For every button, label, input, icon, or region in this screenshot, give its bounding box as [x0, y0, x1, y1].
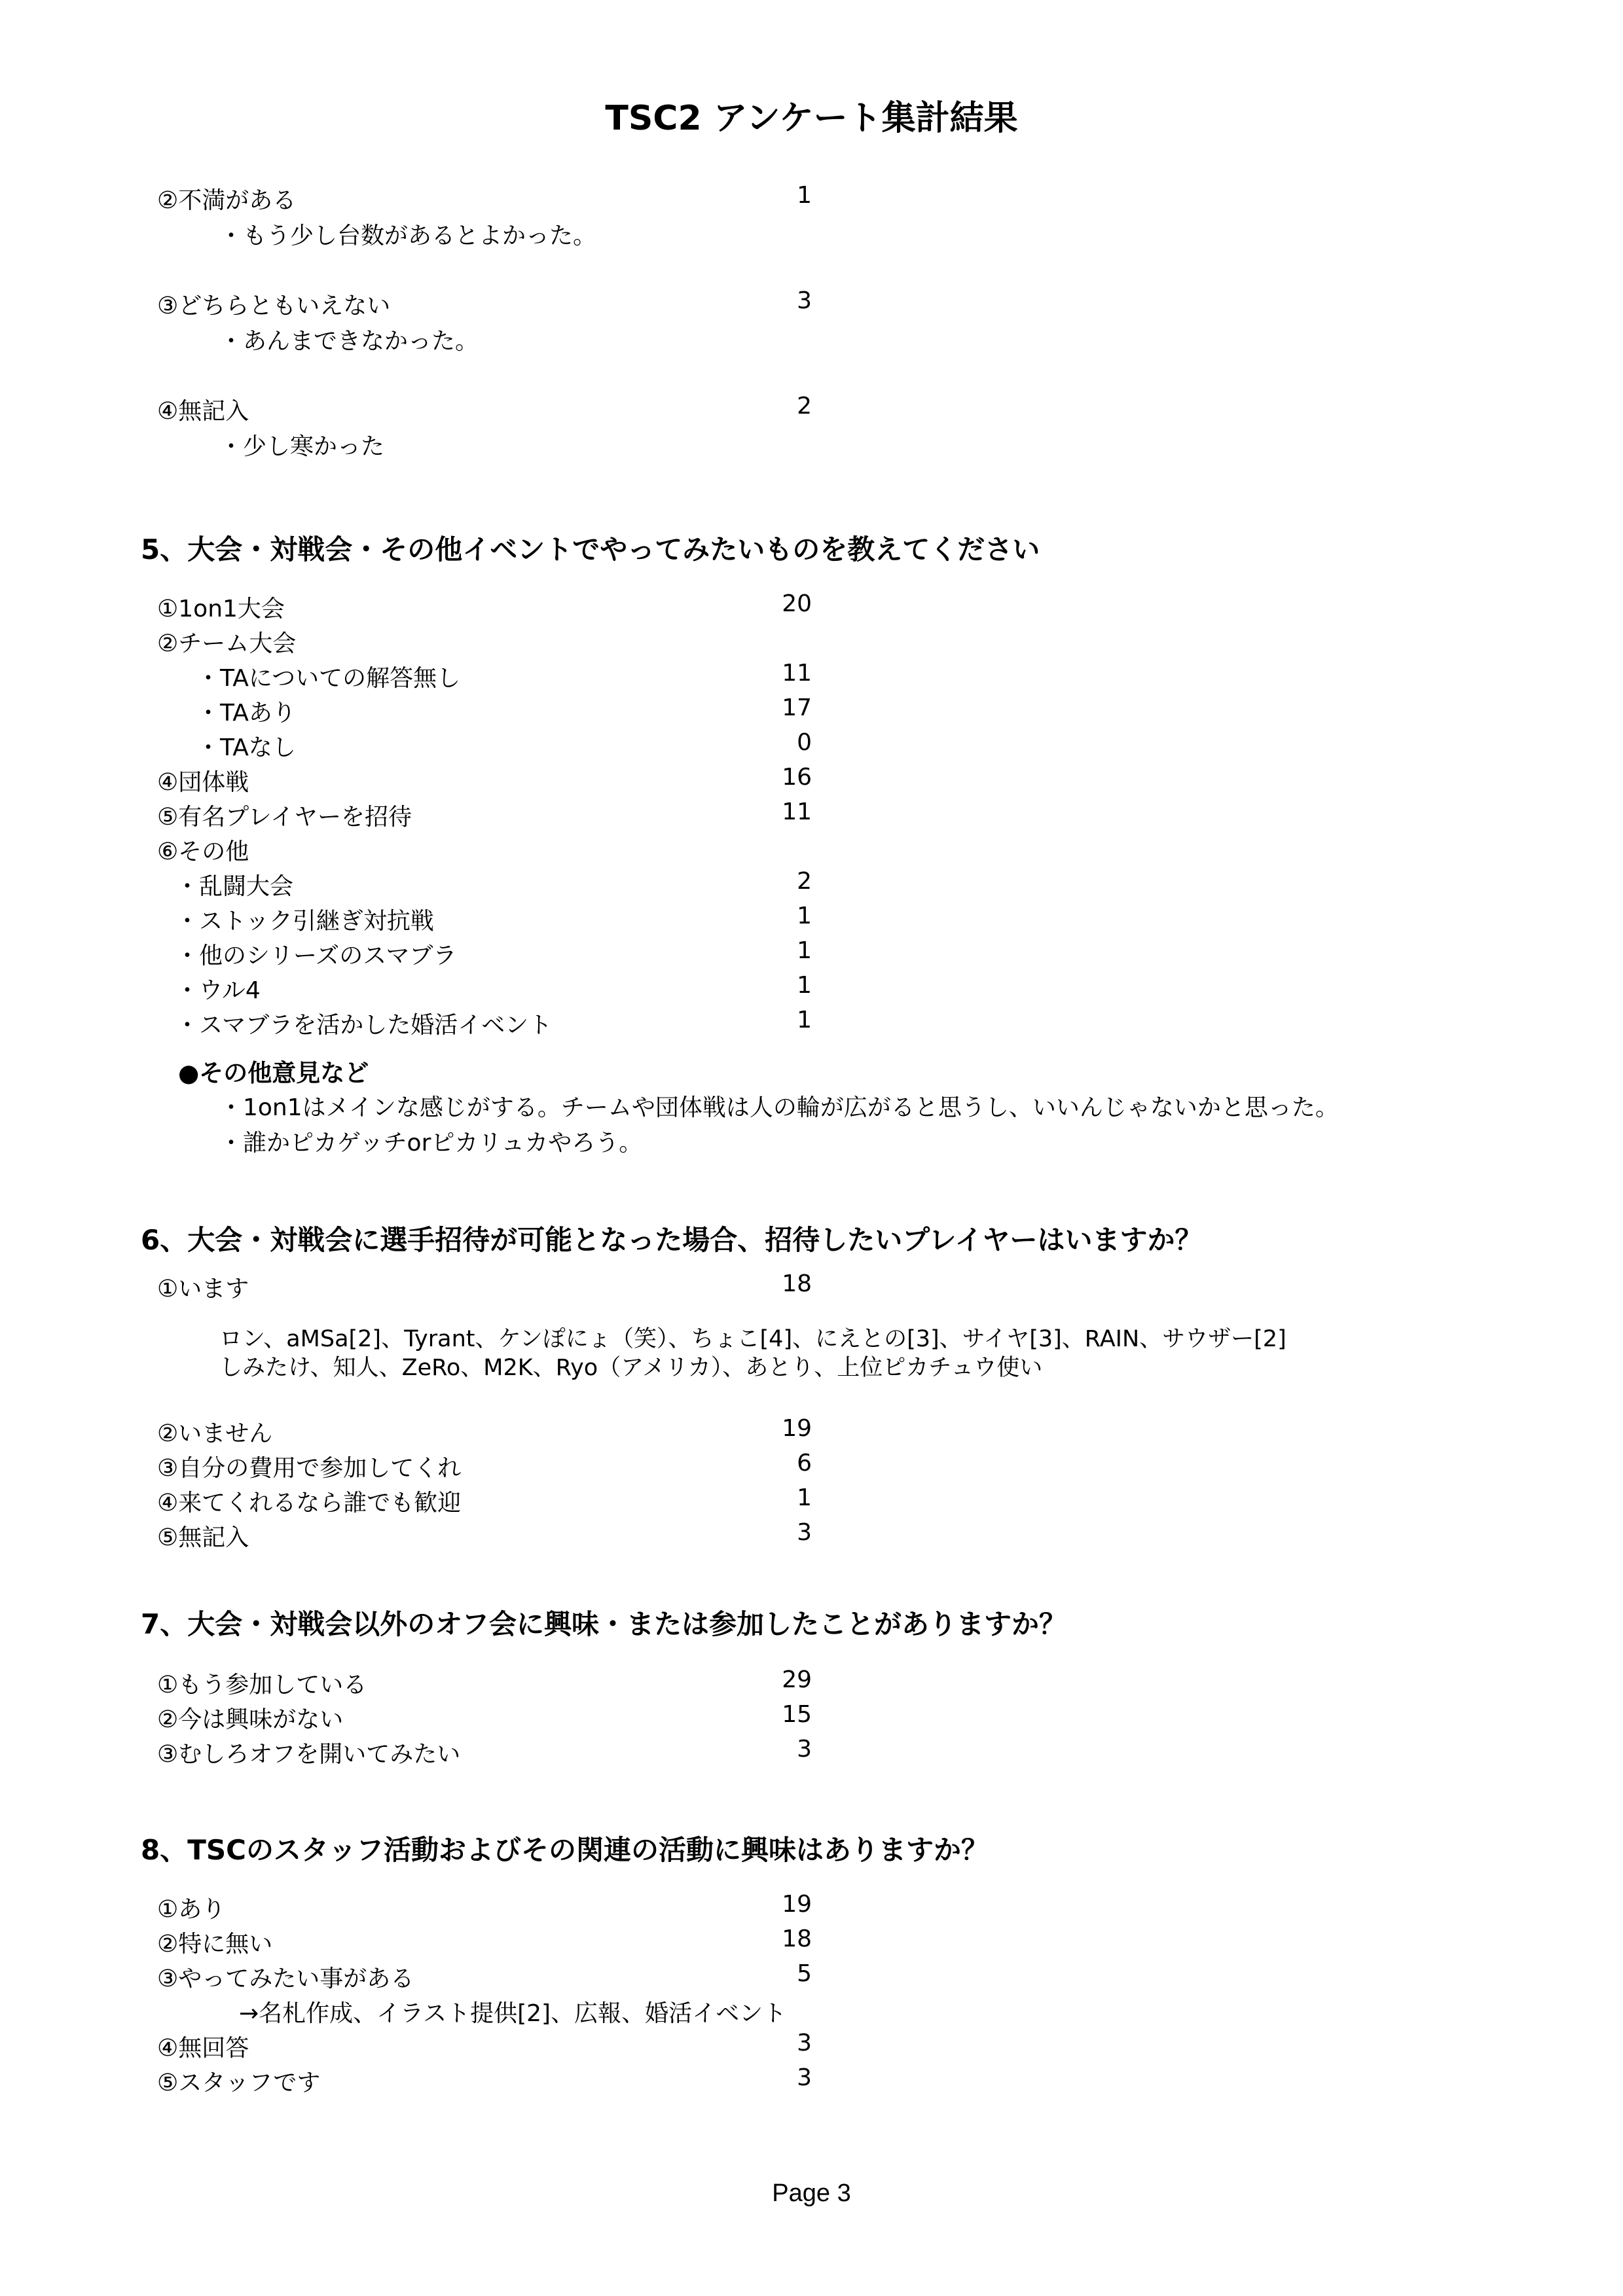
- answer-count: 6: [797, 1450, 812, 1477]
- answer-label: ・ウル4: [175, 977, 261, 1004]
- answer-row: [157, 1484, 812, 1517]
- answer-row: [157, 798, 812, 831]
- answer-label: ②今は興味がない: [157, 1706, 344, 1733]
- answer-label: ②特に無い: [157, 1931, 273, 1958]
- answer-label: ④無記入: [157, 398, 249, 425]
- answer-label: ・スマブラを活かした婚活イベント: [175, 1012, 553, 1039]
- answer-label: ②不満がある: [157, 187, 297, 214]
- answer-count: 18: [782, 1270, 812, 1297]
- answer-label: ②いません: [157, 1420, 273, 1447]
- answer-count: 3: [797, 2064, 812, 2091]
- answer-count: 17: [782, 694, 812, 721]
- answer-label: ・ストック引継ぎ対抗戦: [175, 908, 434, 935]
- answer-count: 2: [797, 868, 812, 895]
- answer-label: ・TAあり: [196, 700, 296, 726]
- answer-row: [157, 625, 812, 658]
- answer-row: [157, 393, 812, 425]
- player-list: しみたけ、知人、ZeRo、M2K、Ryo（アメリカ）、あとり、上位ピカチュウ使い: [219, 1355, 1043, 1381]
- answer-label: ⑤スタッフです: [157, 2070, 321, 2096]
- answer-row: [157, 764, 812, 797]
- answer-count: 3: [797, 1519, 812, 1546]
- answer-row: [157, 937, 812, 970]
- answer-row: [157, 1960, 812, 1993]
- answer-label: ④団体戦: [157, 769, 249, 796]
- answer-count: 19: [782, 1415, 812, 1442]
- answer-label: ①もう参加している: [157, 1672, 367, 1698]
- question-5-heading: 5、大会・対戦会・その他イベントでやってみたいものを教えてください: [141, 533, 1040, 565]
- answer-row: [157, 1666, 812, 1699]
- answer-row: [157, 1270, 812, 1303]
- answer-label: ⑥その他: [157, 838, 249, 865]
- answer-row: [157, 903, 812, 935]
- answer-label: ・TAなし: [196, 734, 296, 761]
- answer-label: ・TAについての解答無し: [196, 665, 461, 692]
- answer-row: [157, 729, 812, 762]
- comment: ・1on1はメインな感じがする。チームや団体戦は人の輪が広がると思うし、いいんじゃないかと思った。: [219, 1094, 1339, 1121]
- answer-count: 5: [797, 1960, 812, 1987]
- answer-count: 1: [797, 182, 812, 209]
- answer-count: 0: [797, 729, 812, 756]
- answer-row: [157, 1450, 812, 1482]
- answer-label: ①あり: [157, 1896, 226, 1923]
- answer-row: [157, 182, 812, 215]
- answer-label: ①います: [157, 1276, 249, 1302]
- answer-count: 1: [797, 1007, 812, 1033]
- answer-row: [157, 1926, 812, 1958]
- answer-label: ②チーム大会: [157, 630, 297, 657]
- question-6-heading: 6、大会・対戦会に選手招待が可能となった場合、招待したいプレイヤーはいますか？: [141, 1224, 1203, 1256]
- answer-count: 11: [782, 798, 812, 825]
- answer-label: ・乱闘大会: [175, 873, 294, 900]
- answer-count: 3: [797, 1736, 812, 1763]
- player-list: ロン、aMSa[2]、Tyrant、ケンぽにょ（笑）、ちょこ[4]、にえとの[3]、サイヤ[3]、RAIN、サウザー[2]: [219, 1326, 1286, 1352]
- page-title: TSC2 アンケート集計結果: [605, 99, 1018, 138]
- comment: ・もう少し台数があるとよかった。: [219, 223, 597, 249]
- answer-count: 1: [797, 1484, 812, 1511]
- answer-count: 29: [782, 1666, 812, 1693]
- answer-row: [157, 833, 812, 866]
- question-8-heading: 8、TSCのスタッフ活動およびその関連の活動に興味はありますか？: [141, 1834, 989, 1866]
- answer-label: ③やってみたい事がある: [157, 1965, 414, 1992]
- answer-label: ⑤有名プレイヤーを招待: [157, 804, 412, 831]
- answer-row: [157, 868, 812, 901]
- answer-count: 15: [782, 1701, 812, 1728]
- comment: ・少し寒かった: [219, 433, 385, 460]
- answer-label: ①1on1大会: [157, 596, 285, 622]
- answer-row: [157, 287, 812, 320]
- answer-count: 18: [782, 1926, 812, 1952]
- comment: →名札作成、イラスト提供[2]、広報、婚活イベント: [239, 2000, 787, 2027]
- comment: ・あんまできなかった。: [219, 328, 479, 355]
- comment: ・誰かピカゲッチorピカリュカやろう。: [219, 1130, 643, 1157]
- answer-row: [157, 972, 812, 1005]
- answer-count: 3: [797, 2030, 812, 2056]
- answer-count: 2: [797, 393, 812, 420]
- answer-row: [157, 2030, 812, 2062]
- answer-count: 20: [782, 590, 812, 617]
- answer-row: [157, 694, 812, 727]
- answer-count: 16: [782, 764, 812, 791]
- opinions-heading: ●その他意見など: [178, 1059, 369, 1087]
- answer-row: [157, 1736, 812, 1768]
- answer-row: [157, 1891, 812, 1924]
- answer-label: ⑤無記入: [157, 1524, 249, 1551]
- answer-row: [157, 660, 812, 692]
- answer-count: 11: [782, 660, 812, 687]
- answer-label: ④来てくれるなら誰でも歓迎: [157, 1490, 462, 1516]
- answer-row: [157, 1007, 812, 1039]
- answer-count: 3: [797, 287, 812, 314]
- answer-row: [157, 1701, 812, 1734]
- answer-label: ③むしろオフを開いてみたい: [157, 1741, 461, 1768]
- answer-label: ③自分の費用で参加してくれ: [157, 1455, 462, 1482]
- question-7-heading: 7、大会・対戦会以外のオフ会に興味・または参加したことがありますか？: [141, 1608, 1067, 1640]
- page-number: Page 3: [772, 2179, 851, 2207]
- answer-label: ・他のシリーズのスマブラ: [175, 942, 457, 969]
- answer-row: [157, 1519, 812, 1552]
- answer-count: 1: [797, 937, 812, 964]
- answer-count: 1: [797, 903, 812, 929]
- answer-count: 1: [797, 972, 812, 999]
- answer-row: [157, 590, 812, 623]
- answer-row: [157, 1415, 812, 1448]
- answer-row: [157, 2064, 812, 2097]
- answer-label: ④無回答: [157, 2035, 249, 2062]
- answer-label: ③どちらともいえない: [157, 293, 391, 319]
- answer-count: 19: [782, 1891, 812, 1918]
